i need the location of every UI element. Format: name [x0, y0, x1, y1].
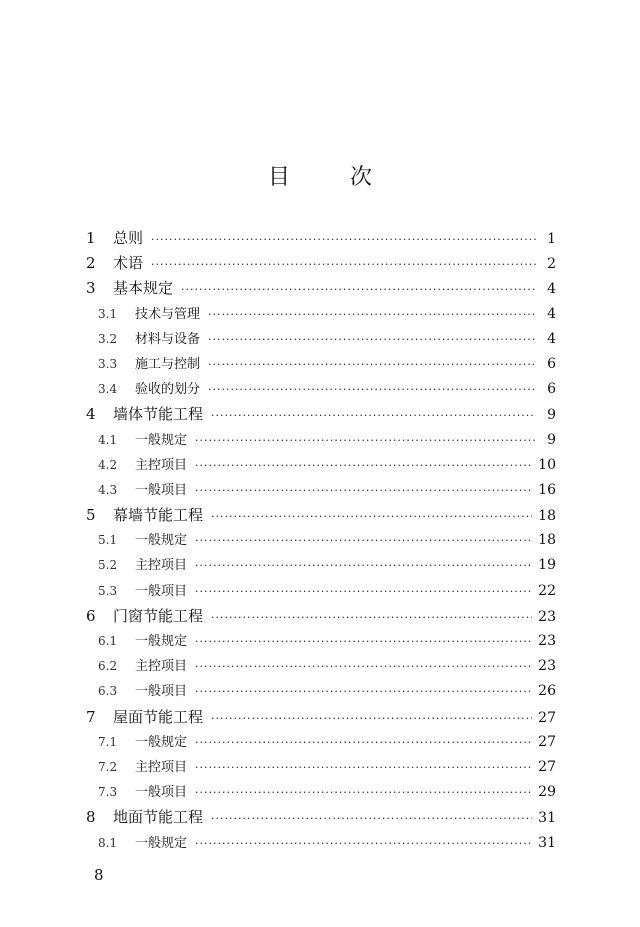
- toc-entry-page-number: 23: [538, 633, 556, 649]
- toc-section-entry[interactable]: [86, 428, 556, 453]
- toc-section-entry[interactable]: [86, 478, 556, 503]
- dot-leader: [195, 629, 532, 654]
- toc-section-entry[interactable]: [86, 780, 556, 805]
- toc-section-entry[interactable]: [86, 352, 556, 377]
- toc-section-entry[interactable]: [86, 654, 556, 679]
- toc-entry-number: 7.3: [98, 785, 118, 800]
- toc-entry-label: 一般规定: [135, 734, 188, 750]
- title-char-2: 次: [350, 165, 373, 190]
- toc-entry-number: 4.2: [98, 457, 118, 472]
- toc-entry-label: 一般项目: [135, 684, 188, 700]
- dot-leader: [195, 528, 532, 553]
- dot-leader: [195, 453, 532, 478]
- toc-entry-label: 主控项目: [135, 659, 188, 675]
- toc-entry-page-number: 27: [538, 733, 556, 750]
- toc-entry-label: 主控项目: [135, 457, 188, 473]
- toc-entry-page-number: 23: [538, 658, 556, 675]
- toc-section-entry[interactable]: [86, 831, 556, 856]
- dot-leader: [195, 654, 532, 679]
- toc-entry-number: 3.4: [98, 382, 118, 397]
- toc-entry-page-number: 31: [538, 810, 556, 827]
- toc-entry-number: 3.3: [98, 356, 118, 371]
- toc-entry-number: 7.2: [98, 759, 118, 774]
- dot-leader: [208, 327, 536, 352]
- toc-chapter-entry[interactable]: [86, 251, 556, 276]
- toc-entry-label: 一般规定: [135, 533, 188, 549]
- toc-entry-page-number: 18: [538, 532, 556, 549]
- dot-leader: [211, 605, 532, 630]
- toc-entry-number: 5.1: [98, 533, 118, 548]
- toc-entry-label: 验收的划分: [135, 382, 201, 398]
- page-folio: 8: [94, 866, 104, 884]
- toc-entry-page-number: 6: [547, 381, 556, 398]
- toc-entry-page-number: 9: [547, 431, 556, 448]
- toc-entry-page-number: 16: [538, 481, 556, 498]
- dot-leader: [195, 428, 536, 453]
- toc-entry-number: 3: [86, 279, 96, 298]
- toc-section-entry[interactable]: [86, 377, 556, 402]
- dot-leader: [211, 706, 532, 731]
- toc-entry-page-number: 19: [538, 557, 556, 574]
- toc-entry-page-number: 22: [538, 582, 556, 599]
- toc-entry-page-number: 29: [538, 784, 556, 801]
- toc-entry-number: 6: [86, 606, 96, 625]
- toc-entry-number: 4: [86, 405, 96, 424]
- toc-entry-number: 6.2: [98, 659, 118, 674]
- toc-entry-number: 2: [86, 254, 96, 273]
- toc-entry-label: 幕墙节能工程: [113, 506, 204, 525]
- table-of-contents: [86, 226, 556, 856]
- toc-entry-label: 一般项目: [135, 482, 188, 498]
- toc-section-entry[interactable]: [86, 579, 556, 604]
- toc-entry-label: 地面节能工程: [113, 808, 204, 827]
- toc-entry-label: 墙体节能工程: [113, 405, 204, 424]
- dot-leader: [181, 277, 536, 302]
- dot-leader: [151, 252, 536, 277]
- toc-entry-number: 3.2: [98, 331, 118, 346]
- toc-section-entry[interactable]: [86, 453, 556, 478]
- toc-entry-label: 总则: [113, 229, 144, 247]
- toc-entry-page-number: 18: [538, 508, 556, 525]
- toc-section-entry[interactable]: [86, 302, 556, 327]
- toc-entry-number: 5.2: [98, 558, 118, 573]
- dot-leader: [208, 352, 536, 377]
- toc-entry-number: 4.1: [98, 432, 118, 447]
- toc-chapter-entry[interactable]: [86, 705, 556, 730]
- toc-entry-page-number: 9: [547, 407, 556, 424]
- toc-chapter-entry[interactable]: [86, 402, 556, 427]
- dot-leader: [195, 478, 532, 503]
- toc-section-entry[interactable]: [86, 629, 556, 654]
- toc-section-entry[interactable]: [86, 553, 556, 578]
- toc-entry-label: 屋面节能工程: [113, 707, 204, 726]
- toc-entry-label: 术语: [113, 254, 144, 273]
- toc-entry-page-number: 2: [547, 256, 556, 273]
- toc-entry-page-number: 6: [547, 355, 556, 372]
- toc-entry-number: 5: [86, 506, 96, 525]
- toc-chapter-entry[interactable]: [86, 276, 556, 301]
- dot-leader: [211, 403, 536, 428]
- dot-leader: [195, 755, 532, 780]
- toc-entry-label: 主控项目: [135, 558, 188, 574]
- toc-entry-number: 1: [86, 229, 96, 247]
- dot-leader: [208, 377, 536, 402]
- toc-entry-label: 一般规定: [135, 835, 188, 851]
- dot-leader: [195, 579, 532, 604]
- toc-section-entry[interactable]: [86, 755, 556, 780]
- toc-entry-label: 主控项目: [135, 759, 188, 775]
- toc-entry-page-number: 4: [547, 305, 556, 322]
- dot-leader: [211, 504, 532, 529]
- toc-entry-number: 7.1: [98, 734, 118, 749]
- toc-entry-page-number: 1: [547, 231, 556, 247]
- toc-entry-page-number: 23: [538, 608, 556, 625]
- toc-entry-number: 8: [86, 808, 96, 827]
- toc-entry-label: 基本规定: [113, 279, 174, 298]
- dot-leader: [195, 730, 532, 755]
- toc-entry-page-number: 4: [547, 281, 556, 298]
- toc-entry-page-number: 27: [538, 758, 556, 775]
- toc-chapter-entry[interactable]: [86, 226, 556, 251]
- title-char-1: 目: [267, 165, 290, 190]
- dot-leader: [195, 831, 532, 856]
- toc-entry-label: 一般规定: [135, 634, 188, 649]
- toc-section-entry[interactable]: [86, 327, 556, 352]
- dot-leader: [208, 302, 536, 327]
- toc-entry-label: 技术与管理: [135, 306, 201, 322]
- toc-section-entry[interactable]: [86, 679, 556, 704]
- toc-entry-label: 一般项目: [135, 785, 188, 801]
- toc-entry-page-number: 4: [547, 330, 556, 347]
- toc-entry-number: 7: [86, 707, 96, 726]
- dot-leader: [195, 780, 532, 805]
- toc-section-entry[interactable]: [86, 730, 556, 755]
- dot-leader: [151, 227, 536, 252]
- page-title: [0, 160, 640, 191]
- dot-leader: [195, 553, 532, 578]
- toc-entry-number: 6.3: [98, 684, 118, 699]
- toc-entry-page-number: 27: [538, 709, 556, 726]
- toc-entry-page-number: 10: [538, 456, 556, 473]
- toc-entry-number: 4.3: [98, 482, 118, 497]
- toc-chapter-entry[interactable]: [86, 805, 556, 830]
- toc-section-entry[interactable]: [86, 528, 556, 553]
- toc-entry-number: 5.3: [98, 583, 118, 598]
- toc-chapter-entry[interactable]: [86, 604, 556, 629]
- toc-entry-number: 6.1: [98, 634, 118, 648]
- toc-entry-label: 一般项目: [135, 583, 188, 599]
- dot-leader: [195, 679, 532, 704]
- toc-entry-label: 门窗节能工程: [113, 606, 204, 625]
- toc-entry-page-number: 26: [538, 683, 556, 700]
- toc-chapter-entry[interactable]: [86, 503, 556, 528]
- toc-entry-label: 施工与控制: [135, 356, 201, 372]
- toc-entry-label: 一般规定: [135, 432, 188, 448]
- dot-leader: [211, 806, 532, 831]
- toc-entry-number: 8.1: [98, 835, 118, 850]
- toc-entry-label: 材料与设备: [135, 331, 201, 347]
- toc-entry-number: 3.1: [98, 306, 118, 321]
- toc-entry-page-number: 31: [538, 834, 556, 851]
